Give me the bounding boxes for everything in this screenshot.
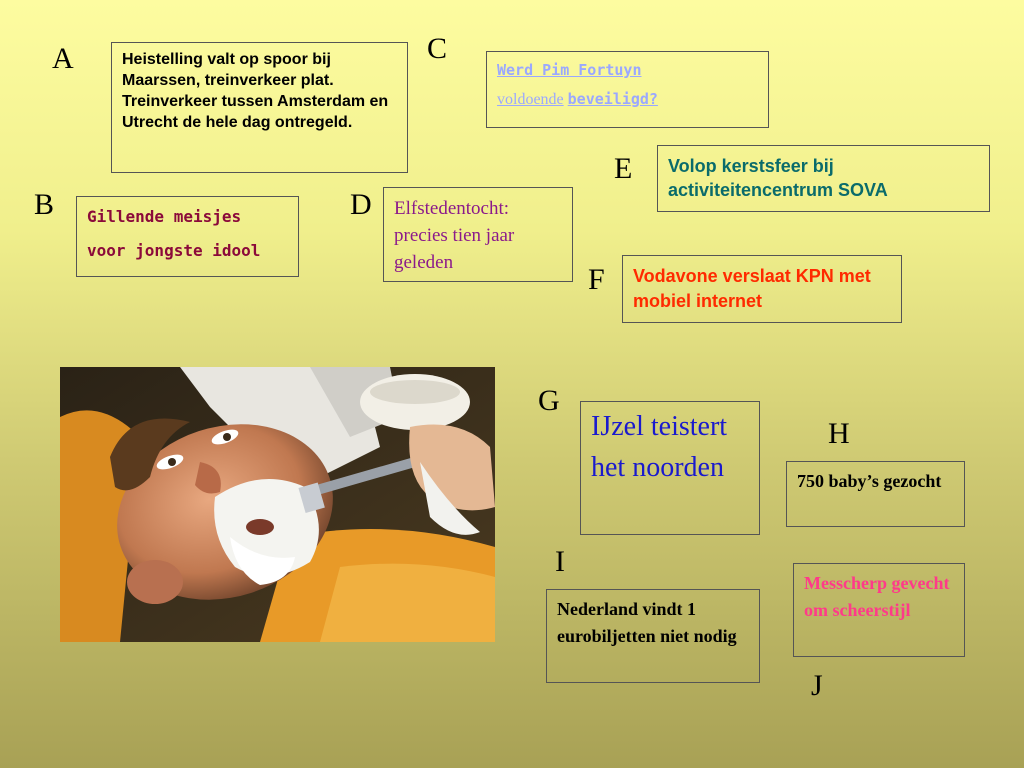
label-b: B — [34, 188, 55, 221]
headline-j-text: Messcherp gevecht om scheerstijl — [804, 573, 950, 620]
headline-f-text: Vodavone verslaat KPN met mobiel internet — [633, 266, 871, 311]
headline-g-text: IJzel teistert het noorden — [591, 411, 728, 483]
headline-box-a — [111, 42, 408, 173]
headline-box-i — [546, 589, 760, 683]
headline-box-f — [622, 255, 902, 323]
headline-c-link-line2a[interactable]: voldoende — [497, 91, 564, 108]
headline-a-text: Heistelling valt op spoor bij Maarssen, treinverkeer plat. Treinverkeer tussen Amsterdam en Utrecht de hele dag ontregeld. — [122, 51, 389, 131]
label-g: G — [538, 384, 560, 417]
label-c: C — [427, 32, 448, 65]
headline-box-e — [657, 145, 990, 212]
label-j: J — [811, 669, 823, 702]
headline-box-h — [786, 461, 965, 527]
label-i: I — [555, 545, 565, 578]
shaving-photo — [60, 367, 495, 642]
label-a: A — [52, 42, 74, 75]
shaving-photo-illustration — [60, 367, 495, 642]
headline-d-text: Elfstedentocht: precies tien jaar geleden — [394, 198, 515, 273]
headline-box-j — [793, 563, 965, 657]
headline-box-c[interactable] — [486, 51, 769, 128]
label-e: E — [614, 152, 633, 185]
headline-i-text: Nederland vindt 1 eurobiljetten niet nodig — [557, 599, 737, 646]
headline-h-text: 750 baby’s gezocht — [797, 471, 942, 491]
headline-b-line1: Gillende meisjes — [87, 207, 242, 226]
headline-box-d — [383, 187, 573, 282]
label-d: D — [350, 188, 372, 221]
headline-c-link-line1[interactable]: Werd Pim Fortuyn — [497, 61, 642, 79]
headline-box-g — [580, 401, 760, 535]
headline-box-b — [76, 196, 299, 277]
headline-e-text: Volop kerstsfeer bij activiteitencentrum SOVA — [668, 156, 888, 200]
label-f: F — [588, 263, 605, 296]
headline-c-link-line2b[interactable]: beveiligd? — [567, 90, 658, 108]
headline-b-line2: voor jongste idool — [87, 241, 261, 260]
label-h: H — [828, 417, 850, 450]
